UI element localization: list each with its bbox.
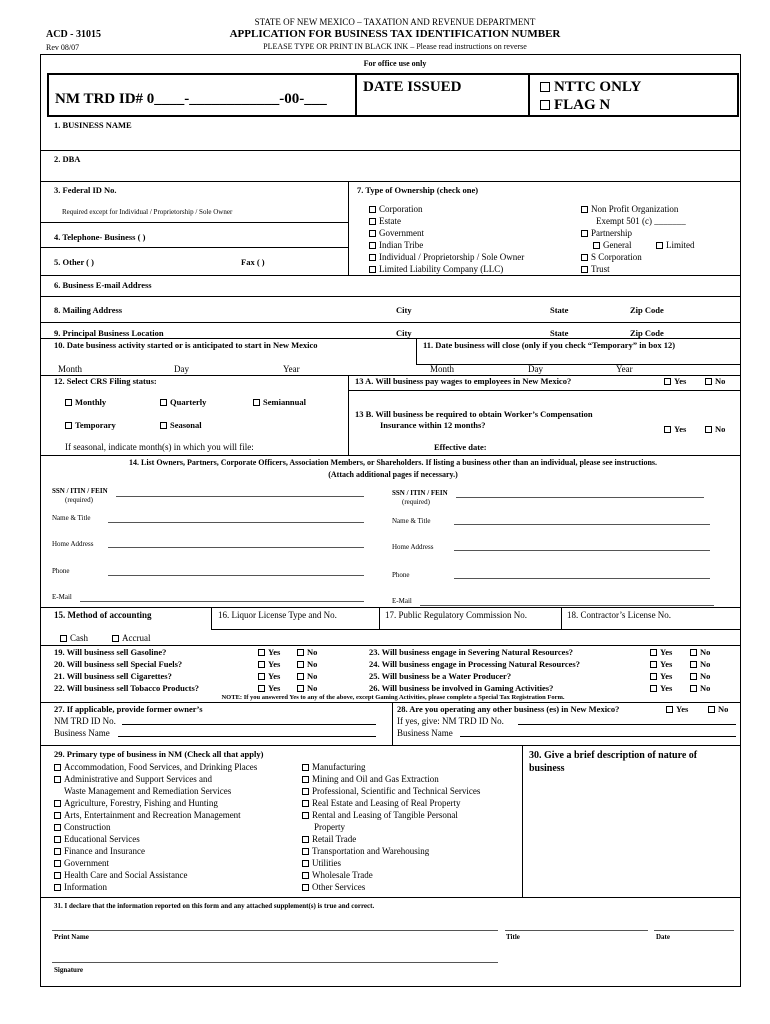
checkbox-icon[interactable] xyxy=(302,788,309,795)
checkbox-icon[interactable] xyxy=(65,399,72,406)
q13b-yes[interactable]: Yes xyxy=(664,425,686,434)
date-issued-label: DATE ISSUED xyxy=(363,79,462,95)
checkbox-icon[interactable] xyxy=(54,848,61,855)
checkbox-icon[interactable] xyxy=(708,706,715,713)
flag-n-option[interactable]: FLAG N xyxy=(540,98,610,113)
q20-label: 20. Will business sell Special Fuels? xyxy=(54,659,183,669)
owner2-phone-label: Phone xyxy=(392,571,410,579)
ownership-government[interactable]: Government xyxy=(369,229,424,238)
ownership-nonprofit[interactable]: Non Profit Organization xyxy=(581,205,678,214)
checkbox-icon[interactable] xyxy=(65,422,72,429)
q28-yes[interactable]: Yes xyxy=(666,705,688,714)
q19-no[interactable]: No xyxy=(297,648,317,657)
q30-title-2: business xyxy=(529,763,565,774)
q21-yes[interactable]: Yes xyxy=(258,672,280,681)
q28-id-line[interactable] xyxy=(518,724,736,725)
special-tax-note: NOTE: If you answered Yes to any of the above, except Gaming Activities, please complete a Special Tax Registration Form. xyxy=(221,694,565,701)
q19-label: 19. Will business sell Gasoline? xyxy=(54,647,167,657)
checkbox-icon[interactable] xyxy=(690,673,697,680)
owner1-required: (required) xyxy=(65,496,93,504)
biz-construction[interactable]: Construction xyxy=(54,823,111,832)
checkbox-icon[interactable] xyxy=(593,242,600,249)
checkbox-icon[interactable] xyxy=(369,230,376,237)
biz-accommodation[interactable]: Accommodation, Food Services, and Drinking Places xyxy=(54,763,257,772)
q17-label: 17. Public Regulatory Commission No. xyxy=(385,610,528,620)
q18-label: 18. Contractor’s License No. xyxy=(567,610,672,620)
dba-label: 2. DBA xyxy=(54,154,81,164)
q23-yes[interactable]: Yes xyxy=(650,648,672,657)
owner2-email-label: E-Mail xyxy=(392,597,412,605)
checkbox-icon[interactable] xyxy=(302,860,309,867)
biz-health-care[interactable]: Health Care and Social Assistance xyxy=(54,871,187,880)
principal-city-label: City xyxy=(396,328,412,338)
checkbox-icon[interactable] xyxy=(54,824,61,831)
owner2-name-line[interactable] xyxy=(454,524,710,525)
partnership-limited[interactable]: Limited xyxy=(656,241,695,250)
biz-administrative[interactable]: Administrative and Support Services and xyxy=(54,775,212,784)
q13a-label: 13 A. Will business pay wages to employees in New Mexico? xyxy=(355,376,572,386)
owner2-home-line[interactable] xyxy=(454,550,710,551)
biz-mining[interactable]: Mining and Oil and Gas Extraction xyxy=(302,775,439,784)
form-title: APPLICATION FOR BUSINESS TAX IDENTIFICATION NUMBER xyxy=(229,28,561,40)
owner2-email-line[interactable] xyxy=(420,605,714,606)
q30-title-1: 30. Give a brief description of nature of xyxy=(529,750,698,761)
col-divider xyxy=(348,375,349,455)
checkbox-icon[interactable] xyxy=(297,673,304,680)
principal-location-label: 9. Principal Business Location xyxy=(54,328,164,338)
q22-no[interactable]: No xyxy=(297,684,317,693)
biz-information[interactable]: Information xyxy=(54,883,107,892)
checkbox-icon[interactable] xyxy=(302,764,309,771)
checkbox-icon[interactable] xyxy=(258,649,265,656)
row-divider xyxy=(211,629,740,630)
business-name-label: 1. BUSINESS NAME xyxy=(54,120,132,130)
q23-label: 23. Will business engage in Severing Natural Resources? xyxy=(369,647,574,657)
row-divider xyxy=(416,364,740,365)
row-divider xyxy=(40,247,348,248)
ownership-indian-tribe[interactable]: Indian Tribe xyxy=(369,241,423,250)
owner2-home-label: Home Address xyxy=(392,543,434,551)
form-border-bottom xyxy=(40,986,740,987)
q13a-yes[interactable]: Yes xyxy=(664,377,686,386)
checkbox-icon[interactable] xyxy=(705,378,712,385)
checkbox-icon[interactable] xyxy=(302,872,309,879)
ownership-trust[interactable]: Trust xyxy=(581,265,610,274)
biz-real-estate[interactable]: Real Estate and Leasing of Real Property xyxy=(302,799,460,808)
q11-year: Year xyxy=(616,364,633,374)
q13b-effective-date: Effective date: xyxy=(434,442,487,452)
q25-yes[interactable]: Yes xyxy=(650,672,672,681)
revision-date: Rev 08/07 xyxy=(46,43,80,52)
crs-quarterly[interactable]: Quarterly xyxy=(160,398,206,407)
accounting-accrual[interactable]: Accrual xyxy=(112,634,150,643)
col-divider xyxy=(379,607,380,629)
checkbox-icon[interactable] xyxy=(656,242,663,249)
q10-month: Month xyxy=(58,364,83,374)
biz-utilities[interactable]: Utilities xyxy=(302,859,341,868)
q21-label: 21. Will business sell Cigarettes? xyxy=(54,671,172,681)
q13a-no[interactable]: No xyxy=(705,377,725,386)
checkbox-icon[interactable] xyxy=(253,399,260,406)
owner2-ssn-label: SSN / ITIN / FEIN xyxy=(392,489,448,497)
checkbox-icon[interactable] xyxy=(54,812,61,819)
q16-label: 16. Liquor License Type and No. xyxy=(218,610,337,620)
checkbox-icon[interactable] xyxy=(664,378,671,385)
owner1-ssn-label: SSN / ITIN / FEIN xyxy=(52,487,108,495)
checkbox-icon[interactable] xyxy=(369,266,376,273)
checkbox-icon[interactable] xyxy=(54,836,61,843)
checkbox-icon[interactable] xyxy=(650,685,657,692)
col-divider xyxy=(416,338,417,365)
checkbox-icon[interactable] xyxy=(54,800,61,807)
col-divider xyxy=(561,607,562,629)
q24-yes[interactable]: Yes xyxy=(650,660,672,669)
owners-title-2: (Attach additional pages if necessary.) xyxy=(328,470,458,479)
col-divider xyxy=(522,745,523,898)
q28-title: 28. Are you operating any other business (es) in New Mexico? xyxy=(397,704,620,714)
print-name-label: Print Name xyxy=(54,933,89,941)
checkbox-icon[interactable] xyxy=(664,426,671,433)
biz-arts[interactable]: Arts, Entertainment and Recreation Management xyxy=(54,811,241,820)
checkbox-icon[interactable] xyxy=(369,206,376,213)
ownership-s-corp[interactable]: S Corporation xyxy=(581,253,642,262)
mailing-city-label: City xyxy=(396,305,412,315)
row-divider xyxy=(40,150,740,151)
form-id: ACD - 31015 xyxy=(46,29,101,40)
row-divider xyxy=(40,275,740,276)
checkbox-icon[interactable] xyxy=(112,635,119,642)
q26-label: 26. Will business be involved in Gaming Activities? xyxy=(369,683,554,693)
checkbox-icon[interactable] xyxy=(581,230,588,237)
biz-transportation[interactable]: Transportation and Warehousing xyxy=(302,847,429,856)
owner2-name-label: Name & Title xyxy=(392,517,431,525)
checkbox-icon[interactable] xyxy=(650,649,657,656)
checkbox-icon[interactable] xyxy=(302,848,309,855)
owner1-home-label: Home Address xyxy=(52,540,94,548)
mailing-state-label: State xyxy=(550,305,569,315)
q28-id-label: If yes, give: NM TRD ID No. xyxy=(397,716,504,726)
ownership-estate[interactable]: Estate xyxy=(369,217,401,226)
checkbox-icon[interactable] xyxy=(690,649,697,656)
q13b-no[interactable]: No xyxy=(705,425,725,434)
q11-day: Day xyxy=(528,364,543,374)
q26-yes[interactable]: Yes xyxy=(650,684,672,693)
crs-monthly[interactable]: Monthly xyxy=(65,398,106,407)
row-divider xyxy=(40,702,740,703)
checkbox-icon[interactable] xyxy=(54,860,61,867)
biz-agriculture[interactable]: Agriculture, Forestry, Fishing and Hunting xyxy=(54,799,218,808)
crs-title: 12. Select CRS Filing status: xyxy=(54,376,157,386)
checkbox-icon[interactable] xyxy=(258,661,265,668)
biz-government[interactable]: Government xyxy=(54,859,109,868)
owner1-ssn-line[interactable] xyxy=(116,496,364,497)
ownership-llc[interactable]: Limited Liability Company (LLC) xyxy=(369,265,503,274)
signature-line[interactable] xyxy=(52,962,498,963)
agency-name: STATE OF NEW MEXICO – TAXATION AND REVENUE DEPARTMENT xyxy=(254,17,536,27)
owner1-name-line[interactable] xyxy=(108,522,364,523)
q11-month: Month xyxy=(430,364,455,374)
checkbox-icon[interactable] xyxy=(650,673,657,680)
col-divider xyxy=(392,702,393,745)
checkbox-icon[interactable] xyxy=(54,776,61,783)
form-border-left xyxy=(40,54,41,987)
checkbox-icon[interactable] xyxy=(369,218,376,225)
q24-label: 24. Will business engage in Processing Natural Resources? xyxy=(369,659,580,669)
checkbox-icon[interactable] xyxy=(297,649,304,656)
owner1-phone-label: Phone xyxy=(52,567,70,575)
ownership-exempt[interactable]: Exempt 501 (c) _______ xyxy=(596,216,686,226)
owner1-home-line[interactable] xyxy=(108,547,364,548)
crs-semiannual[interactable]: Semiannual xyxy=(253,398,306,407)
office-use-label: For office use only xyxy=(363,59,427,68)
crs-temporary[interactable]: Temporary xyxy=(65,421,116,430)
biz-educational[interactable]: Educational Services xyxy=(54,835,140,844)
biz-other[interactable]: Other Services xyxy=(302,883,365,892)
checkbox-icon[interactable] xyxy=(54,884,61,891)
title-line[interactable] xyxy=(505,930,648,931)
biz-rental[interactable]: Rental and Leasing of Tangible Personal xyxy=(302,811,458,820)
checkbox-icon[interactable] xyxy=(297,685,304,692)
q21-no[interactable]: No xyxy=(297,672,317,681)
q24-no[interactable]: No xyxy=(690,660,710,669)
checkbox-icon[interactable] xyxy=(258,673,265,680)
col-divider xyxy=(211,607,212,629)
biz-rental-cont: Property xyxy=(314,822,345,832)
office-divider-1 xyxy=(355,74,357,117)
biz-finance[interactable]: Finance and Insurance xyxy=(54,847,145,856)
biz-professional[interactable]: Professional, Scientific and Technical Services xyxy=(302,787,480,796)
checkbox-icon[interactable] xyxy=(54,764,61,771)
signature-label: Signature xyxy=(54,966,84,974)
biz-administrative-cont: Waste Management and Remediation Services xyxy=(64,786,232,796)
ownership-individual[interactable]: Individual / Proprietorship / Sole Owner xyxy=(369,253,524,262)
checkbox-icon[interactable] xyxy=(581,266,588,273)
form-instructions: PLEASE TYPE OR PRINT IN BLACK INK – Please read instructions on reverse xyxy=(263,42,527,51)
form-border-top xyxy=(40,54,740,55)
checkbox-icon[interactable] xyxy=(650,661,657,668)
ownership-partnership[interactable]: Partnership xyxy=(581,229,632,238)
office-divider-2 xyxy=(528,74,530,117)
title-label: Title xyxy=(506,933,520,941)
q22-yes[interactable]: Yes xyxy=(258,684,280,693)
owner1-email-line[interactable] xyxy=(80,601,364,602)
row-divider xyxy=(40,897,740,898)
q10-label: 10. Date business activity started or is anticipated to start in New Mexico xyxy=(54,340,318,350)
checkbox-icon[interactable] xyxy=(690,661,697,668)
declaration-text: 31. I declare that the information reported on this form and any attached supplement(s) is true and correct. xyxy=(54,902,375,910)
owner2-required: (required) xyxy=(402,498,430,506)
checkbox-icon[interactable] xyxy=(302,884,309,891)
fax-label[interactable]: Fax ( ) xyxy=(241,257,265,267)
partnership-general[interactable]: General xyxy=(593,241,631,250)
checkbox-icon[interactable] xyxy=(160,422,167,429)
col-divider xyxy=(348,181,349,275)
row-divider xyxy=(40,222,348,223)
q13b-label-2: Insurance within 12 months? xyxy=(380,420,486,430)
mailing-address-label: 8. Mailing Address xyxy=(54,305,123,315)
owner1-phone-line[interactable] xyxy=(108,575,364,576)
checkbox-icon[interactable] xyxy=(369,242,376,249)
telephone-label[interactable]: 4. Telephone- Business ( ) xyxy=(54,232,146,242)
q27-id-line[interactable] xyxy=(122,724,376,725)
accounting-cash[interactable]: Cash xyxy=(60,634,88,643)
checkbox-icon[interactable] xyxy=(258,685,265,692)
q28-name-line[interactable] xyxy=(460,736,736,737)
row-divider xyxy=(348,390,740,391)
form-border-right xyxy=(740,54,741,987)
owners-title-1: 14. List Owners, Partners, Corporate Officers, Association Members, or Shareholders. If listing a business other than an individual, please see instructions. xyxy=(129,458,657,467)
row-divider xyxy=(40,181,740,182)
business-email-label: 6. Business E-mail Address xyxy=(54,280,152,290)
principal-state-label: State xyxy=(550,328,569,338)
checkbox-icon[interactable] xyxy=(302,812,309,819)
q29-title: 29. Primary type of business in NM (Check all that apply) xyxy=(54,749,264,759)
q25-no[interactable]: No xyxy=(690,672,710,681)
principal-zip-label: Zip Code xyxy=(630,328,664,338)
biz-manufacturing[interactable]: Manufacturing xyxy=(302,763,365,772)
crs-seasonal[interactable]: Seasonal xyxy=(160,421,202,430)
owner1-name-label: Name & Title xyxy=(52,514,91,522)
checkbox-icon[interactable] xyxy=(302,776,309,783)
crs-seasonal-note: If seasonal, indicate month(s) in which you will file: xyxy=(65,442,254,452)
other-phone-label[interactable]: 5. Other ( ) xyxy=(54,257,94,267)
owner2-phone-line[interactable] xyxy=(454,578,710,579)
q27-name-label: Business Name xyxy=(54,728,110,738)
mailing-zip-label: Zip Code xyxy=(630,305,664,315)
q25-label: 25. Will business be a Water Producer? xyxy=(369,671,512,681)
owner1-email-label: E-Mail xyxy=(52,593,72,601)
checkbox-icon[interactable] xyxy=(705,426,712,433)
q27-name-line[interactable] xyxy=(118,736,376,737)
date-label: Date xyxy=(656,933,670,941)
date-line[interactable] xyxy=(654,930,734,931)
ownership-title: 7. Type of Ownership (check one) xyxy=(357,185,479,195)
owner2-ssn-line[interactable] xyxy=(456,497,704,498)
q20-no[interactable]: No xyxy=(297,660,317,669)
federal-id-note: Required except for Individual / Proprietorship / Sole Owner xyxy=(62,208,233,216)
checkbox-icon[interactable] xyxy=(297,661,304,668)
row-divider xyxy=(40,455,740,456)
ownership-corporation[interactable]: Corporation xyxy=(369,205,423,214)
row-divider xyxy=(40,745,740,746)
q22-label: 22. Will business sell Tobacco Products? xyxy=(54,683,200,693)
checkbox-icon[interactable] xyxy=(540,82,550,92)
checkbox-icon[interactable] xyxy=(540,100,550,110)
row-divider xyxy=(40,338,740,339)
q28-name-label: Business Name xyxy=(397,728,453,738)
checkbox-icon[interactable] xyxy=(690,685,697,692)
q20-yes[interactable]: Yes xyxy=(258,660,280,669)
q15-label: 15. Method of accounting xyxy=(54,610,152,620)
checkbox-icon[interactable] xyxy=(666,706,673,713)
print-name-line[interactable] xyxy=(52,930,498,931)
q11-label: 11. Date business will close (only if you check “Temporary” in box 12) xyxy=(423,340,676,350)
q27-id-label: NM TRD ID No. xyxy=(54,716,116,726)
checkbox-icon[interactable] xyxy=(581,254,588,261)
checkbox-icon[interactable] xyxy=(302,836,309,843)
trd-id-field[interactable]: NM TRD ID# 0____-____________-00-___ xyxy=(55,91,327,107)
q27-title: 27. If applicable, provide former owner’s xyxy=(54,704,203,714)
row-divider xyxy=(40,322,740,323)
q13b-label-1: 13 B. Will business be required to obtain Worker’s Compensation xyxy=(355,409,593,419)
checkbox-icon[interactable] xyxy=(54,872,61,879)
checkbox-icon[interactable] xyxy=(302,800,309,807)
checkbox-icon[interactable] xyxy=(369,254,376,261)
row-divider xyxy=(40,296,740,297)
nttc-only-option[interactable]: NTTC ONLY xyxy=(540,80,641,95)
q28-no[interactable]: No xyxy=(708,705,728,714)
checkbox-icon[interactable] xyxy=(60,635,67,642)
q19-yes[interactable]: Yes xyxy=(258,648,280,657)
q10-year: Year xyxy=(283,364,300,374)
q23-no[interactable]: No xyxy=(690,648,710,657)
row-divider xyxy=(40,607,740,608)
federal-id-label: 3. Federal ID No. xyxy=(54,185,117,195)
checkbox-icon[interactable] xyxy=(160,399,167,406)
biz-retail[interactable]: Retail Trade xyxy=(302,835,356,844)
biz-wholesale[interactable]: Wholesale Trade xyxy=(302,871,373,880)
q26-no[interactable]: No xyxy=(690,684,710,693)
checkbox-icon[interactable] xyxy=(581,206,588,213)
q10-day: Day xyxy=(174,364,189,374)
row-divider xyxy=(40,645,740,646)
